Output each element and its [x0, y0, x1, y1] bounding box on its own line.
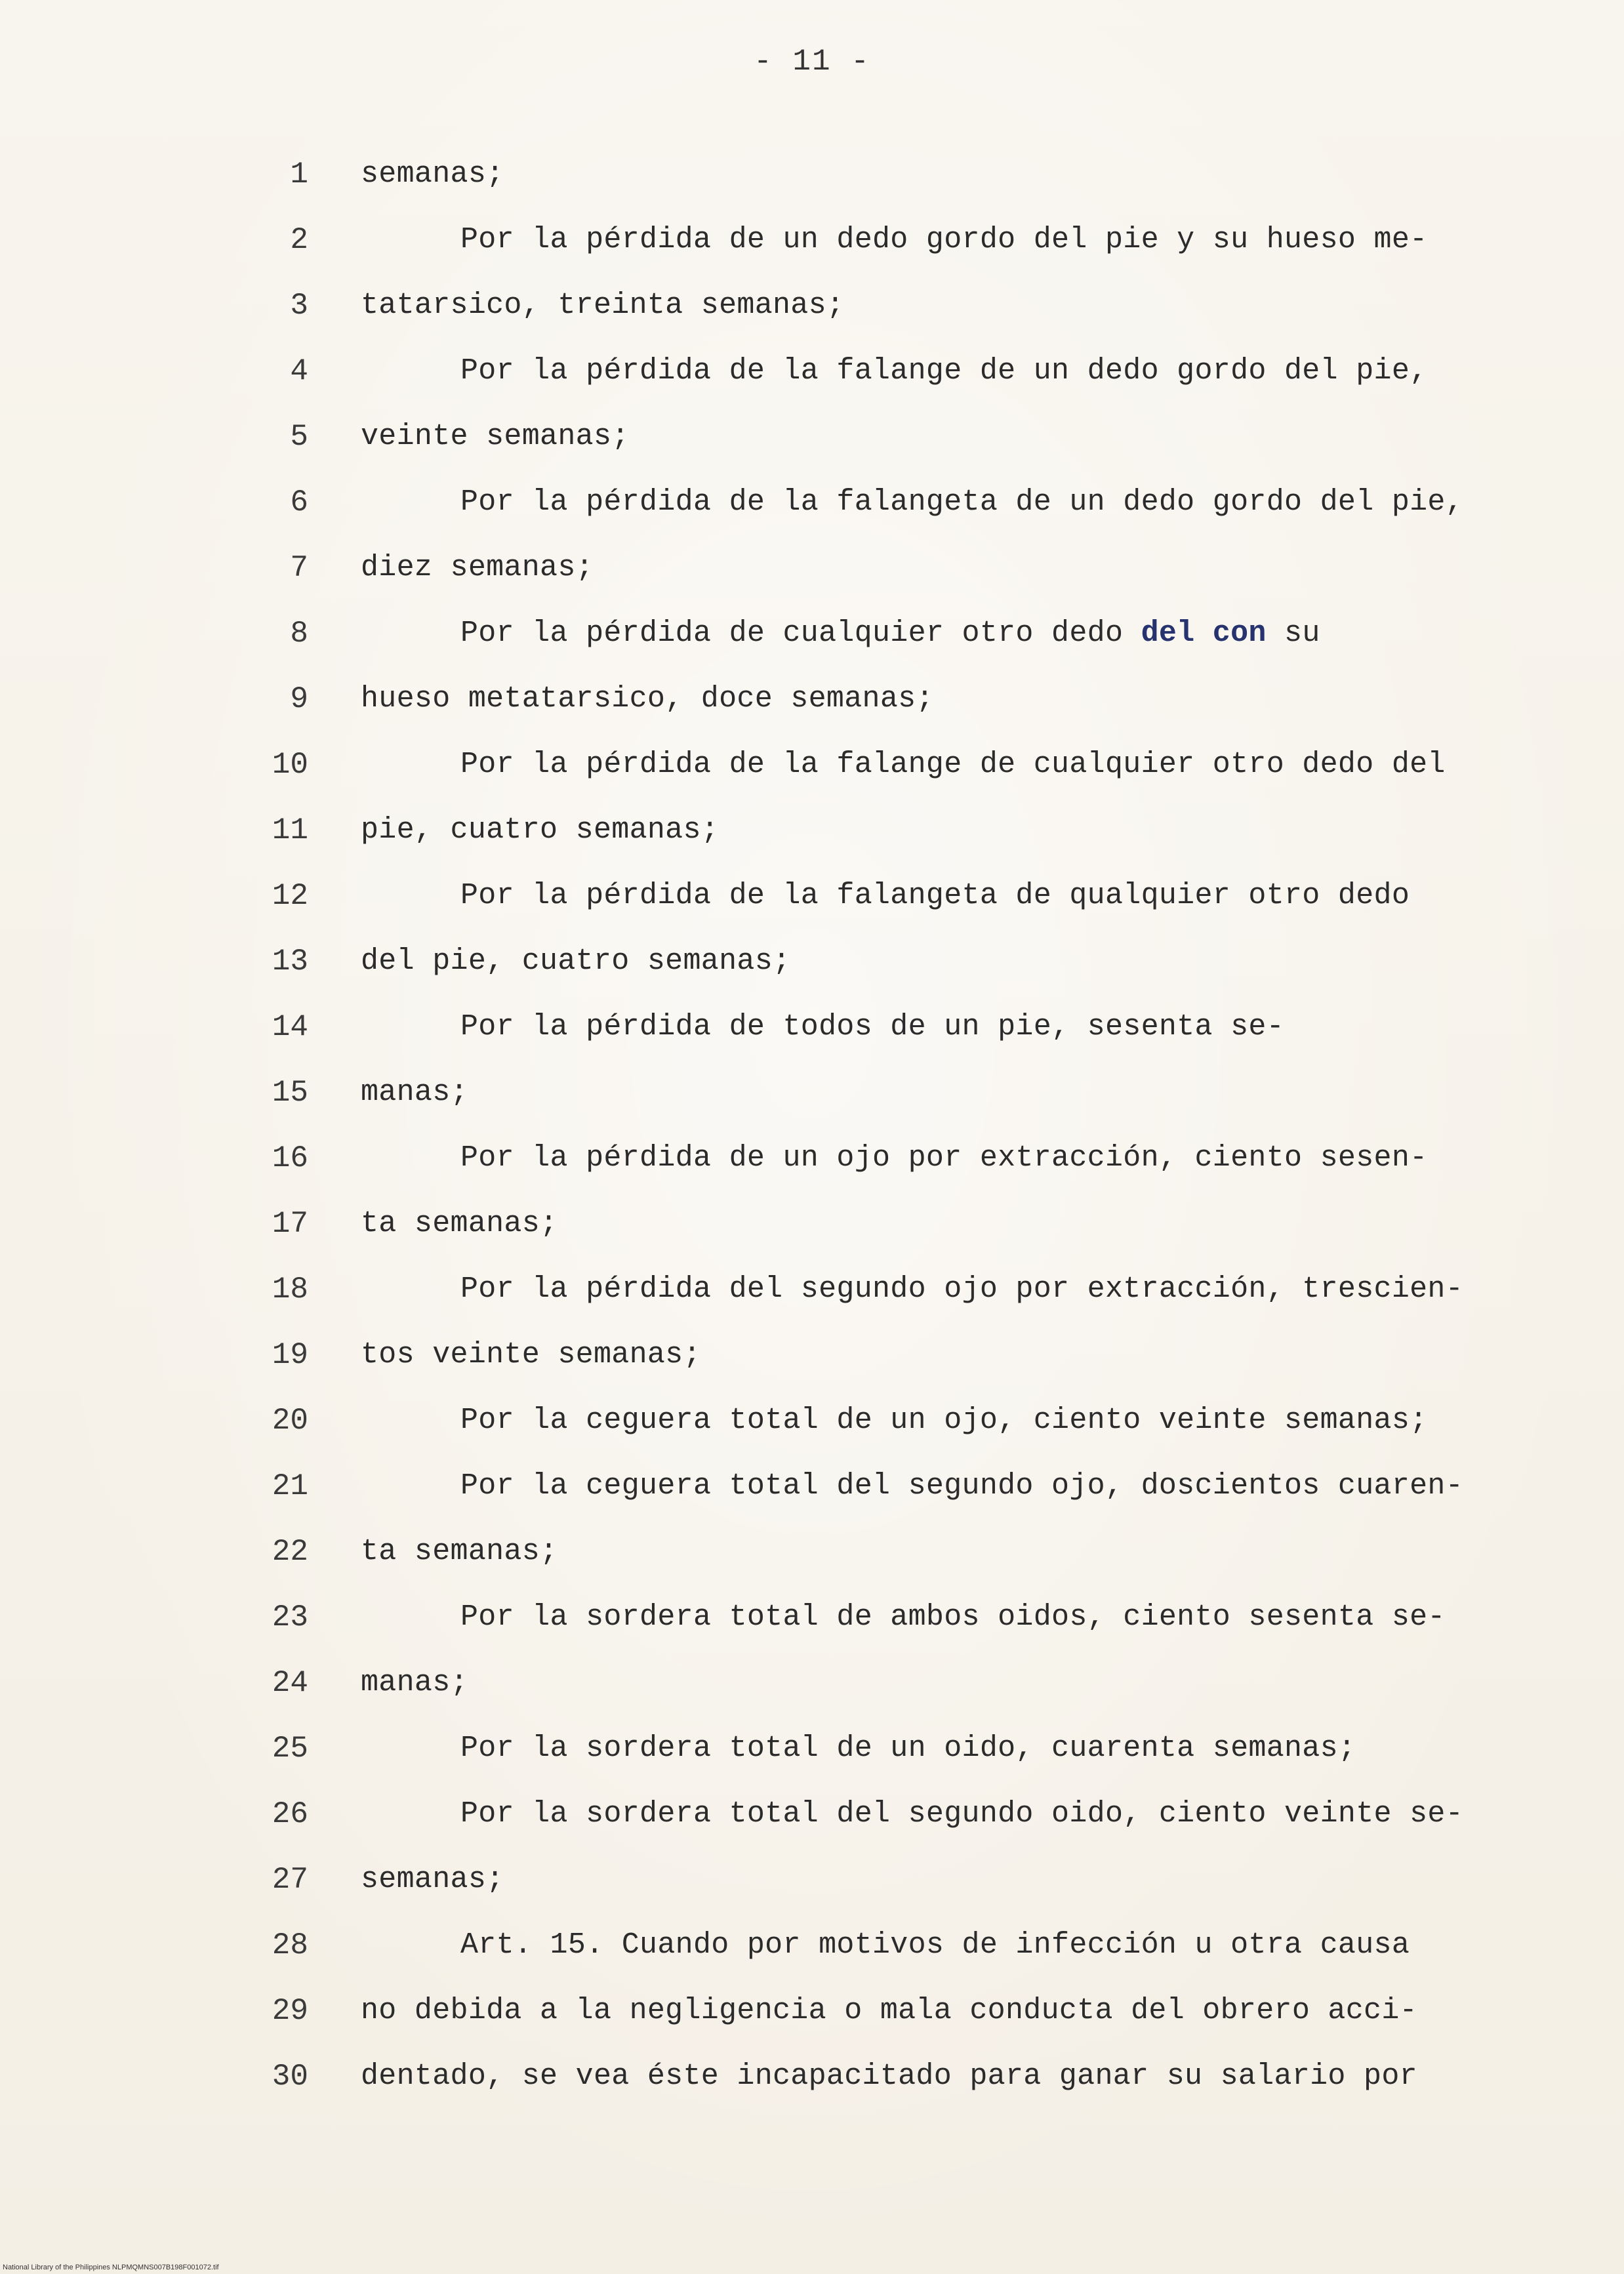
line-number: 24 [272, 1666, 308, 1700]
line-text [460, 483, 1536, 522]
line-text-content: Por la pérdida de la falangeta de qualquier otro dedo [460, 879, 1410, 912]
line-text [361, 811, 1436, 850]
line-number: 10 [272, 748, 308, 782]
text-line [0, 220, 1624, 286]
line-number: 29 [272, 1994, 308, 2028]
line-number: 26 [272, 1797, 308, 1831]
text-line [0, 483, 1624, 548]
line-text [361, 2057, 1436, 2096]
line-text-content: diez semanas; [361, 551, 594, 584]
line-text-content: Por la pérdida de todos de un pie, sesenta se- [460, 1010, 1285, 1044]
line-number: 27 [272, 1863, 308, 1897]
text-line [0, 1401, 1624, 1467]
text-line [0, 1139, 1624, 1204]
line-text [361, 680, 1436, 719]
line-text-content: tatarsico, treinta semanas; [361, 289, 845, 322]
line-text-content: Por la ceguera total del segundo ojo, doscientos cuaren- [460, 1469, 1464, 1503]
line-text-content: Por la pérdida de cualquier otro dedo [460, 617, 1141, 650]
line-number: 19 [272, 1338, 308, 1372]
line-text-content: Por la pérdida de la falange de cualquier otro dedo del [460, 748, 1446, 781]
line-text-tail: su [1266, 617, 1320, 650]
page-number: - 11 - [754, 45, 870, 79]
line-text [460, 1401, 1536, 1440]
line-text [361, 942, 1436, 981]
text-line [0, 1335, 1624, 1401]
line-text-content: Art. 15. Cuando por motivos de infección u otra causa [460, 1928, 1410, 1962]
line-text-content: ta semanas; [361, 1535, 558, 1568]
line-text [460, 1007, 1536, 1047]
line-number: 15 [272, 1076, 308, 1110]
line-text-content: Por la sordera total del segundo oido, ciento veinte se- [460, 1797, 1464, 1831]
text-line [0, 614, 1624, 680]
line-number: 30 [272, 2060, 308, 2094]
text-line [0, 417, 1624, 483]
line-text-content: semanas; [361, 157, 504, 191]
text-line [0, 680, 1624, 745]
line-number: 2 [290, 223, 308, 257]
text-line [0, 1663, 1624, 1729]
line-text [460, 1467, 1536, 1506]
line-number: 4 [290, 354, 308, 388]
line-text [361, 1073, 1436, 1112]
line-number: 5 [290, 420, 308, 454]
line-text [460, 352, 1536, 391]
line-text-content: Por la sordera total de ambos oidos, ciento sesenta se- [460, 1600, 1446, 1634]
text-line [0, 1532, 1624, 1598]
line-text [361, 1204, 1436, 1244]
line-text [460, 1729, 1536, 1768]
text-line [0, 942, 1624, 1007]
line-text-content: tos veinte semanas; [361, 1338, 701, 1371]
line-text-content: del pie, cuatro semanas; [361, 944, 791, 978]
archive-footer: National Library of the Philippines NLPMQMNS007B198F001072.tif [3, 2264, 219, 2271]
line-number: 12 [272, 879, 308, 913]
text-line [0, 2057, 1624, 2122]
line-text-content: Por la ceguera total de un ojo, ciento veinte semanas; [460, 1404, 1428, 1437]
text-line [0, 1729, 1624, 1795]
line-number: 1 [290, 157, 308, 192]
line-number: 20 [272, 1404, 308, 1438]
text-line [0, 1007, 1624, 1073]
line-text [361, 548, 1436, 588]
line-number: 8 [290, 617, 308, 651]
line-text-content: pie, cuatro semanas; [361, 813, 720, 847]
line-text [361, 1335, 1436, 1375]
line-text-content: Por la pérdida del segundo ojo por extracción, trescien- [460, 1272, 1464, 1306]
line-text-content: no debida a la negligencia o mala conducta del obrero acci- [361, 1994, 1417, 2027]
line-text-content: Por la sordera total de un oido, cuarenta semanas; [460, 1732, 1356, 1765]
line-text [460, 745, 1536, 784]
text-line [0, 548, 1624, 614]
line-text-content: hueso metatarsico, doce semanas; [361, 682, 934, 716]
line-number: 9 [290, 682, 308, 716]
text-line [0, 1598, 1624, 1663]
text-line [0, 1467, 1624, 1532]
line-text-content: Por la pérdida de la falangeta de un dedo gordo del pie, [460, 485, 1464, 519]
text-line [0, 1270, 1624, 1335]
line-text [460, 1926, 1536, 1965]
line-text [361, 1663, 1436, 1703]
line-text [361, 1532, 1436, 1572]
line-number: 16 [272, 1141, 308, 1175]
line-number: 22 [272, 1535, 308, 1569]
line-text [361, 155, 1436, 194]
line-text-content: Por la pérdida de un ojo por extracción, ciento sesen- [460, 1141, 1428, 1175]
line-text [460, 1270, 1536, 1309]
line-text [361, 1991, 1436, 2031]
overtyped-correction: del con [1141, 617, 1267, 650]
numbered-lines [0, 155, 1624, 2122]
line-text [460, 220, 1536, 260]
line-text-content: veinte semanas; [361, 420, 630, 453]
text-line [0, 1795, 1624, 1860]
text-line [0, 155, 1624, 220]
line-number: 18 [272, 1272, 308, 1307]
line-text [460, 614, 1536, 653]
line-text-content: Por la pérdida de la falange de un dedo gordo del pie, [460, 354, 1428, 388]
line-number: 14 [272, 1010, 308, 1044]
line-number: 23 [272, 1600, 308, 1634]
line-text-content: dentado, se vea éste incapacitado para ganar su salario por [361, 2060, 1417, 2093]
text-line [0, 1860, 1624, 1926]
line-number: 3 [290, 289, 308, 323]
text-line [0, 1204, 1624, 1270]
line-text [361, 1860, 1436, 1899]
text-line [0, 286, 1624, 352]
line-text [361, 417, 1436, 457]
line-text [460, 1139, 1536, 1178]
text-line [0, 811, 1624, 876]
line-number: 25 [272, 1732, 308, 1766]
line-number: 7 [290, 551, 308, 585]
line-number: 17 [272, 1207, 308, 1241]
line-number: 6 [290, 485, 308, 519]
line-text-content: manas; [361, 1666, 468, 1699]
line-text-content: ta semanas; [361, 1207, 558, 1240]
line-number: 13 [272, 944, 308, 979]
text-line [0, 1991, 1624, 2057]
line-text-content: Por la pérdida de un dedo gordo del pie y su hueso me- [460, 223, 1428, 256]
text-line [0, 1073, 1624, 1139]
text-line [0, 876, 1624, 942]
line-text-content: semanas; [361, 1863, 504, 1896]
line-number: 11 [272, 813, 308, 847]
line-text [460, 876, 1536, 916]
line-number: 21 [272, 1469, 308, 1503]
line-text [361, 286, 1436, 325]
text-line [0, 745, 1624, 811]
line-text-content: manas; [361, 1076, 468, 1109]
line-text [460, 1795, 1536, 1834]
text-line [0, 352, 1624, 417]
text-line [0, 1926, 1624, 1991]
line-text [460, 1598, 1536, 1637]
line-number: 28 [272, 1928, 308, 1962]
